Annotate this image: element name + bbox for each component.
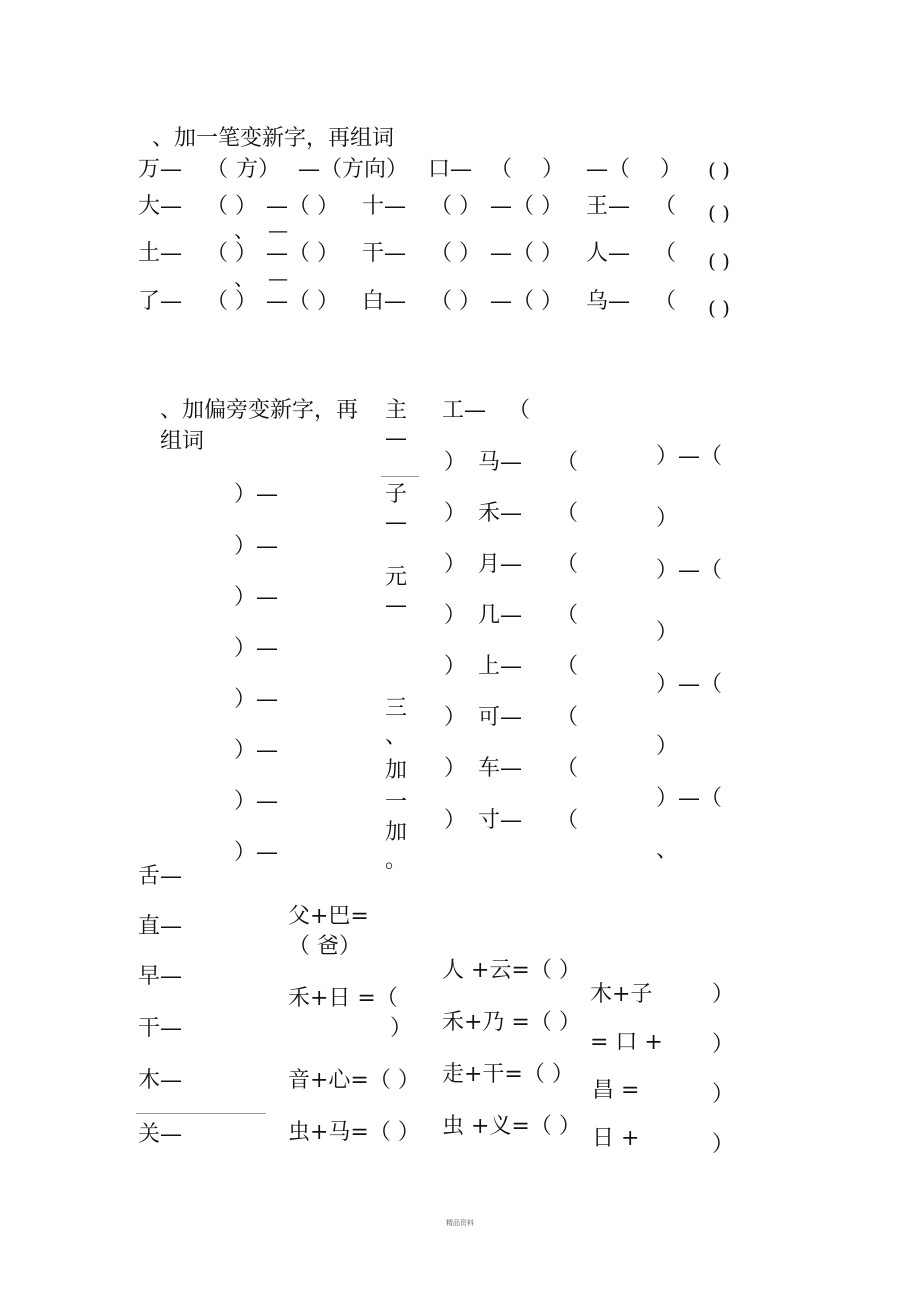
cell: 口— [428,157,473,182]
cell: — [385,593,407,618]
divider-line [381,476,419,477]
cell: （ [206,157,229,182]
cell: — [385,510,407,535]
footer-note: 精品资料 [446,1219,474,1227]
cell: （ [654,289,677,314]
cell: ）—（ [656,558,723,583]
cell: ）—（ [656,786,723,811]
cell: ）— [234,482,279,507]
cell: 加 [385,758,408,783]
cell: 几— [478,603,523,628]
divider-line-bottom [136,1113,266,1114]
cell: 主 [385,398,408,423]
cell: —（ ） [490,289,563,314]
cell: 、 [234,266,254,290]
cell: ( ) [708,158,730,182]
cell: 上— [478,654,523,679]
cell: ( ) [708,249,730,273]
cell: —（ ） [266,241,339,266]
cell: （ 爸） [288,934,361,959]
cell: 舌— [138,864,183,889]
cell: 了— [138,289,183,314]
cell: 月— [478,552,523,577]
cell: 、 [234,218,254,242]
cell: ） [444,808,467,833]
cell: （ ） [430,241,481,266]
cell: ） [656,734,679,759]
cell: 可— [478,705,523,730]
cell: — [268,266,288,290]
cell: 干— [362,241,407,266]
cell: 一 [385,790,408,815]
cell: （ [654,194,677,219]
cell: （ [556,501,579,526]
cell: ） [712,1132,735,1157]
cell: 人— [586,241,631,266]
cell: （ [556,808,579,833]
cell: — [268,218,288,242]
section1-title: 、加一笔变新字，再组词 [152,126,395,151]
cell: 虫+马=（ ） [288,1120,420,1145]
cell: ） [542,157,565,182]
cell: ）— [234,789,279,814]
cell: ( ) [708,296,730,320]
cell: （ ） [430,289,481,314]
cell: —（ ） [490,241,563,266]
cell: （ ） [206,194,257,219]
cell: 乌— [586,289,631,314]
cell: ( ) [708,201,730,225]
cell: 日 + [592,1126,640,1151]
cell: 白— [362,289,407,314]
cell: ）— [234,738,279,763]
cell: （ [556,756,579,781]
cell: —（ ） [490,194,563,219]
cell: 禾+乃 =（ ） [442,1010,581,1035]
cell: ） [444,552,467,577]
cell: ） [390,1016,413,1041]
section2-title: 、加偏旁变新字，再 [160,398,359,423]
cell: —（方向） [298,157,409,182]
cell: ）— [234,534,279,559]
cell: 万— [138,157,183,182]
cell: （ [490,157,513,182]
cell: 干— [138,1016,183,1041]
cell: 。 [385,848,408,873]
cell: （ [654,241,677,266]
cell: 关— [138,1122,183,1147]
cell: — [385,426,407,451]
cell: ） [660,157,683,182]
cell: 、 [656,838,679,863]
cell: ）— [234,687,279,712]
cell: 方） [236,157,281,182]
cell: ） [712,1032,735,1057]
cell: 元 [385,565,408,590]
cell: ） [444,603,467,628]
cell: （ [556,705,579,730]
cell: ） [712,1082,735,1107]
cell: 木+子 [590,982,653,1007]
cell: 大— [138,194,183,219]
cell: ）— [234,636,279,661]
cell: 、 [385,724,408,749]
cell: 三 [385,696,408,721]
cell: 走+干=（ ） [442,1062,574,1087]
cell: ） [656,506,679,531]
cell: —（ ） [266,289,339,314]
cell: 子 [385,482,408,507]
cell: ） [656,620,679,645]
cell: （ ） [430,194,481,219]
cell: ）—（ [656,444,723,469]
cell: ） [444,705,467,730]
cell: （ [556,654,579,679]
cell: = 口 + [590,1030,663,1055]
cell: ）— [234,840,279,865]
cell: ） [712,982,735,1007]
cell: 土— [138,241,183,266]
cell: ）— [234,585,279,610]
cell: 加 [385,820,408,845]
cell: 父+巴= [288,904,369,929]
cell: （ ） [206,289,257,314]
cell: 人 +云=（ ） [442,958,581,983]
cell: 寸— [478,808,523,833]
cell: （ [556,603,579,628]
cell: ） [444,756,467,781]
cell: 禾+日 =（ [288,986,398,1011]
cell: 王— [586,194,631,219]
gong-char: 工— [442,398,487,423]
cell: 虫 +义=（ ） [442,1114,581,1139]
cell: 禾— [478,501,523,526]
cell: —（ [586,157,631,182]
cell: 木— [138,1068,183,1093]
cell: ） [444,654,467,679]
cell: 车— [478,756,523,781]
cell: ）—（ [656,672,723,697]
cell: —（ ） [266,194,339,219]
cell: ） [444,450,467,475]
cell: 十— [362,194,407,219]
section2-title-cont: 组词 [160,429,205,454]
cell: （ ） [206,241,257,266]
cell: 音+心=（ ） [288,1068,420,1093]
cell: 早— [138,964,183,989]
cell: （ [556,552,579,577]
cell: （ [556,450,579,475]
cell: ） [444,501,467,526]
cell: 马— [478,450,523,475]
gong-paren: （ [508,398,531,423]
cell: 昌 = [592,1078,640,1103]
cell: 直— [138,914,183,939]
